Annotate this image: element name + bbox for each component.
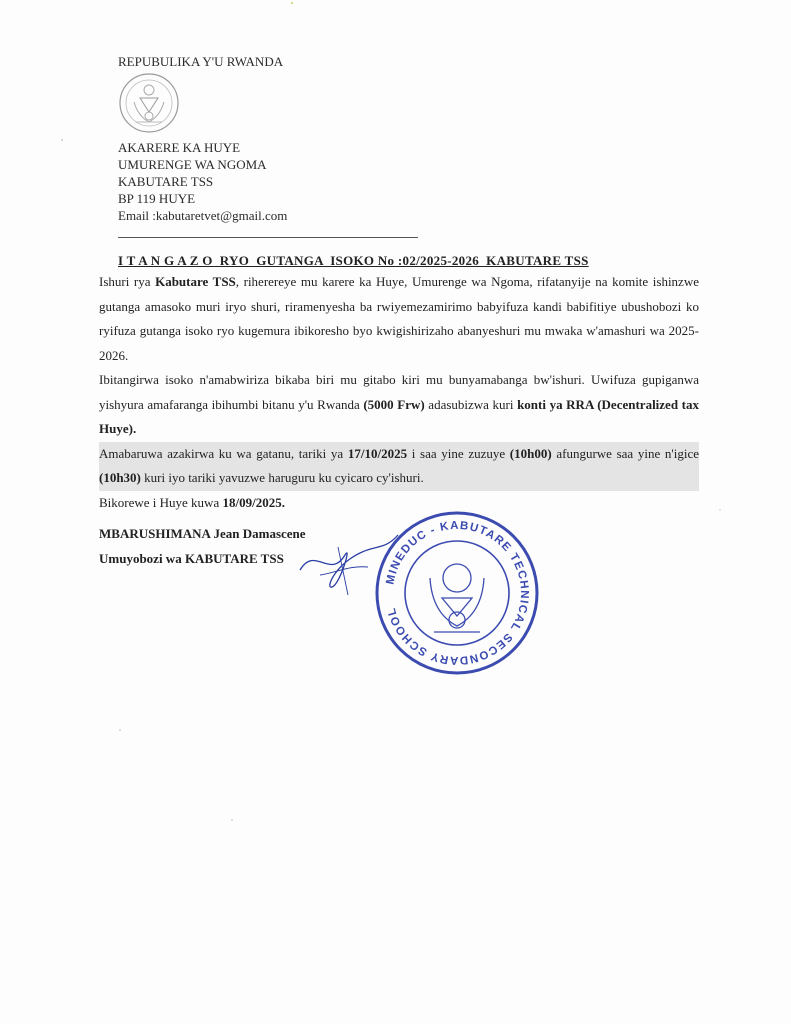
stamp-ring-text: MINEDUC - KABUTARE TECHNICAL SECONDARY SCHOOL: [384, 519, 531, 667]
letterhead: [118, 54, 283, 69]
school-stamp: [372, 508, 542, 678]
signatory-name: MBARUSHIMANA Jean Damascene: [99, 526, 306, 541]
address-divider: [118, 237, 418, 238]
sector-name: UMURENGE WA NGOMA: [118, 157, 267, 172]
po-box: BP 119 HUYE: [118, 191, 196, 206]
school-address: [118, 139, 287, 224]
country-name: REPUBULIKA Y'U RWANDA: [118, 54, 284, 69]
signature-block: [99, 522, 306, 571]
signatory-role: Umuyobozi wa KABUTARE TSS: [99, 550, 284, 566]
paragraph-2: Ibitangirwa isoko n'amabwiriza bikaba biri mu gitabo kiri mu bunyamabanga bw'ishuri. Uwifuza gupiganwa yishyura amafaranga ibihumbi bitanu y'u Rwanda (5000 Frw) adasubizwa kuri konti ya RRA (Decentralized tax Huye).: [99, 372, 699, 436]
notice-body: [99, 270, 699, 515]
paragraph-4: Bikorewe i Huye kuwa 18/09/2025.: [99, 494, 285, 510]
email-address: Email :kabutaretvet@gmail.com: [118, 208, 288, 223]
paragraph-3: Amabaruwa azakirwa ku wa gatanu, tariki ya 17/10/2025 i saa yine zuzuye (10h00) afungurwe saa yine n'igice (10h30) kuri iyo tariki yavuzwe haruguru ku cyicaro cy'ishuri.: [99, 442, 699, 491]
notice-title: I T A N G A Z O RYO GUTANGA ISOKO No :02/2025-2026 KABUTARE TSS: [118, 253, 589, 268]
district-name: AKARERE KA HUYE: [118, 140, 241, 155]
paragraph-1: Ishuri rya Kabutare TSS, riherereye mu karere ka Huye, Umurenge wa Ngoma, rifatanyije na komite ishinzwe gutanga amasoko muri iryo shuri, riramenyesha ba rwiyemezamirimo babyifuza kandi babifitiye ubushobozi ko ryifuza gutanga isoko ryo kugemura ibikoresho byo kwigishirizaho abanyeshuri mu mwaka w'amashuri wa 2025-2026.: [99, 274, 699, 363]
school-name: KABUTARE TSS: [118, 174, 214, 189]
rwanda-emblem-icon: [118, 72, 180, 134]
